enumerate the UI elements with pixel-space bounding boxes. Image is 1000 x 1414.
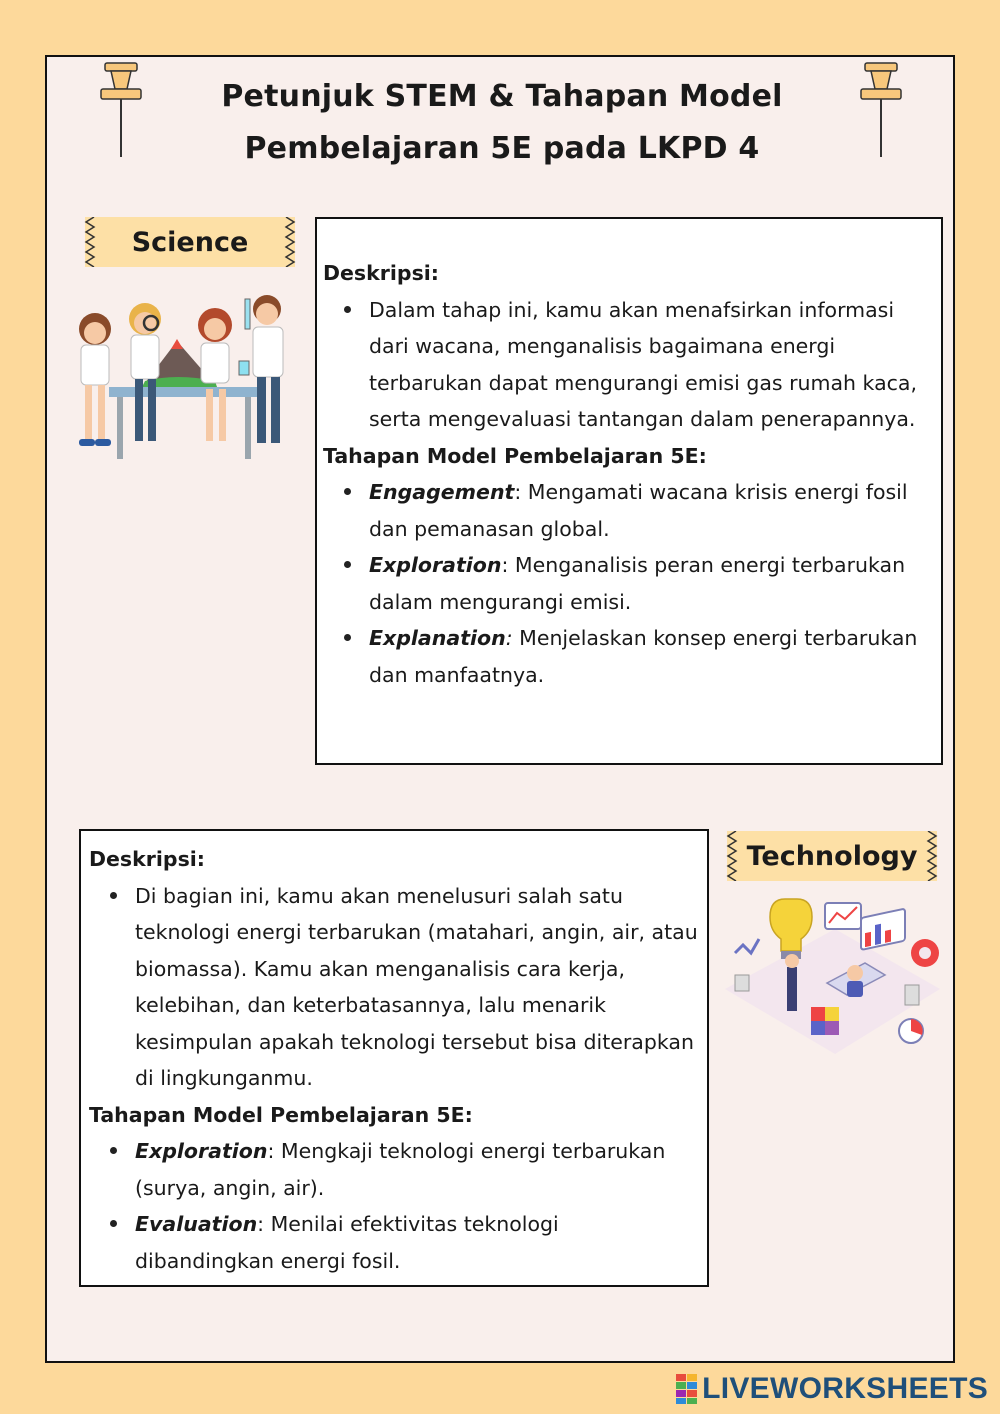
push-pin-icon	[99, 61, 143, 159]
technology-description-heading: Deskripsi:	[89, 847, 205, 871]
stage-term: Exploration	[135, 1139, 268, 1163]
technology-stages-heading: Tahapan Model Pembelajaran 5E:	[89, 1102, 473, 1127]
zigzag-edge-icon	[926, 831, 938, 881]
stage-separator: :	[257, 1212, 265, 1236]
stage-text: Menganalisis peran energi terbarukan dalam mengurangi emisi.	[369, 553, 906, 614]
science-description-heading: Deskripsi:	[323, 261, 439, 285]
stage-term: Exploration	[369, 553, 502, 577]
title-line-1: Petunjuk STEM & Tahapan Model	[221, 79, 783, 114]
push-pin-icon	[859, 61, 903, 159]
science-kids-illustration	[67, 289, 297, 467]
stage-separator: :	[501, 553, 509, 577]
stage-text: Mengamati wacana krisis energi fosil dan pemanasan global.	[369, 480, 908, 541]
technology-illustration	[715, 889, 945, 1069]
technology-description-box	[79, 829, 709, 1287]
science-stage-exploration	[369, 547, 933, 620]
stage-separator: :	[267, 1139, 275, 1163]
technology-label: Technology	[746, 840, 918, 872]
zigzag-edge-icon	[284, 217, 296, 267]
technology-description-list	[89, 878, 699, 1097]
liveworksheets-footer[interactable]	[676, 1372, 988, 1406]
stage-text: Menilai efektivitas teknologi dibandingkan energi fosil.	[135, 1212, 559, 1273]
science-description-list	[323, 292, 933, 438]
brand-name: LIVEWORKSHEETS	[702, 1372, 988, 1405]
stage-text: Mengkaji teknologi energi terbarukan (surya, angin, air).	[135, 1139, 666, 1200]
stage-term: Engagement	[369, 480, 515, 504]
technology-stages-list	[89, 1133, 699, 1279]
science-stage-engagement	[369, 474, 933, 547]
technology-tag	[727, 831, 937, 881]
science-stages-heading: Tahapan Model Pembelajaran 5E:	[323, 443, 707, 468]
science-description-item: Dalam tahap ini, kamu akan menafsirkan informasi dari wacana, menganalisis bagaimana energi terbarukan dapat mengurangi emisi gas rumah kaca, serta mengevaluasi tantangan dalam penerapannya.	[369, 292, 933, 438]
title-line-2: Pembelajaran 5E pada LKPD 4	[244, 131, 760, 166]
science-description-box	[315, 217, 943, 765]
zigzag-edge-icon	[84, 217, 96, 267]
worksheet-page	[45, 55, 955, 1363]
technology-description-item: Di bagian ini, kamu akan menelusuri salah satu teknologi energi terbarukan (matahari, angin, air, atau biomassa). Kamu akan menganalisis cara kerja, kelebihan, dan keterbatasannya, lalu menarik kesimpulan apakah teknologi tersebut bisa diterapkan di lingkunganmu.	[135, 878, 699, 1097]
science-label: Science	[131, 226, 249, 258]
stage-term: Evaluation	[135, 1212, 258, 1236]
technology-stage-evaluation	[135, 1206, 699, 1279]
stage-term: Explanation	[369, 626, 506, 650]
technology-stage-exploration	[135, 1133, 699, 1206]
science-tag	[85, 217, 295, 267]
science-stages-list	[323, 474, 933, 693]
science-stage-explanation	[369, 620, 933, 693]
stage-separator: :	[514, 480, 522, 504]
stage-text: Menjelaskan konsep energi terbarukan dan manfaatnya.	[369, 626, 918, 687]
page-title	[197, 71, 807, 175]
zigzag-edge-icon	[726, 831, 738, 881]
liveworksheets-logo-icon	[676, 1374, 698, 1404]
stage-separator: :	[505, 626, 513, 650]
